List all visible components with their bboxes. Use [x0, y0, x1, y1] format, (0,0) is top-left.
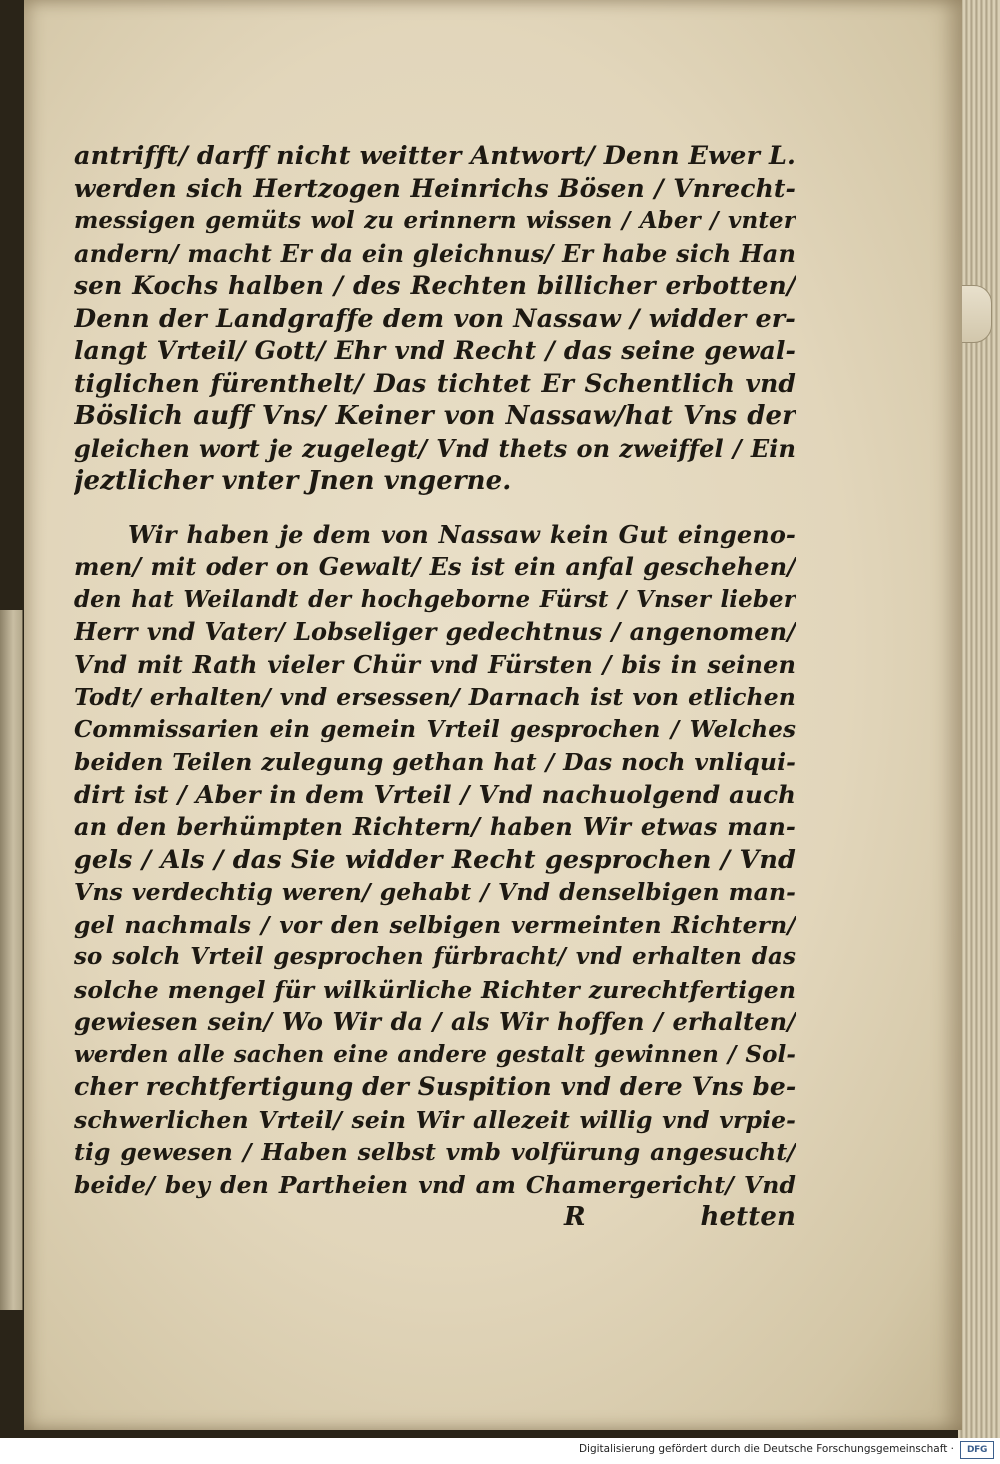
- page-foot-row: [74, 1201, 796, 1234]
- text-line: gleichen wort je zugelegt/ Vnd thets on zweiffel / Ein: [74, 433, 796, 463]
- text-line: Wir haben je dem von Nassaw kein Gut eingeno-: [128, 519, 796, 549]
- text-line: Denn der Landgraffe dem von Nassaw / widder er-: [74, 303, 796, 334]
- signature-mark: R: [564, 1202, 586, 1232]
- text-line: sen Kochs halben / des Rechten billicher erbotten/: [74, 271, 796, 300]
- text-line: cher rechtfertigung der Suspition vnd dere Vns be-: [74, 1072, 796, 1101]
- page-stack-edge: [958, 0, 1000, 1438]
- text-line: dirt ist / Aber in dem Vrteil / Vnd nachuolgend auch: [74, 779, 796, 809]
- text-line: Herr vnd Vater/ Lobseliger gedechtnus / angenomen/: [74, 617, 796, 646]
- paragraph-2: [74, 519, 796, 1202]
- book-page: [24, 0, 962, 1430]
- text-line: andern/ macht Er da ein gleichnus/ Er habe sich Han: [74, 238, 796, 268]
- text-line: beiden Teilen zulegung gethan hat / Das noch vnliqui-: [74, 748, 796, 776]
- text-line: werden sich Hertzogen Heinrichs Bösen / Vnrecht-: [74, 173, 796, 203]
- opposite-page-edge: [0, 610, 23, 1310]
- text-line: den hat Weilandt der hochgeborne Fürst / Vnser lieber: [74, 585, 796, 613]
- text-line: solche mengel für wilkürliche Richter zurechtfertigen: [74, 975, 796, 1004]
- text-line: messigen gemüts wol zu erinnern wissen / Aber / vnter: [74, 207, 796, 234]
- text-line: Commissarien ein gemein Vrteil gesprochen / Welches: [74, 715, 796, 743]
- text-line: so solch Vrteil gesprochen fürbracht/ vnd erhalten das: [74, 943, 796, 970]
- funding-credit: Digitalisierung gefördert durch die Deutsche Forschungsgemeinschaft ·: [578, 1443, 954, 1455]
- text-line: Vns verdechtig weren/ gehabt / Vnd denselbigen man-: [74, 878, 796, 906]
- text-line: an den berhümpten Richtern/ haben Wir etwas man-: [74, 812, 796, 841]
- catchword: hetten: [700, 1202, 796, 1232]
- text-line: werden alle sachen eine andere gestalt gewinnen / Sol-: [74, 1040, 796, 1068]
- text-line: schwerlichen Vrteil/ sein Wir allezeit willig vnd vrpie-: [74, 1105, 796, 1134]
- text-line: men/ mit oder on Gewalt/ Es ist ein anfal geschehen/: [74, 552, 796, 581]
- text-line: jeztlicher vnter Jnen vngerne.: [74, 466, 512, 496]
- text-line: tig gewesen / Haben selbst vmb volfürung angesucht/: [74, 1138, 796, 1166]
- text-line: gewiesen sein/ Wo Wir da / als Wir hoffen / erhalten/: [74, 1007, 796, 1036]
- text-line: antrifft/ darff nicht weitter Antwort/ Denn Ewer L.: [74, 141, 796, 171]
- digitization-footer: [0, 1438, 1000, 1464]
- page-text: [74, 140, 796, 1234]
- text-line: langt Vrteil/ Gott/ Ehr vnd Recht / das seine gewal-: [74, 336, 796, 365]
- text-line: gels / Als / das Sie widder Recht gesprochen / Vnd: [74, 844, 796, 875]
- text-line: Böslich auff Vns/ Keiner von Nassaw/hat Vns der: [74, 401, 796, 431]
- text-line: Todt/ erhalten/ vnd ersessen/ Darnach ist von etlichen: [74, 683, 796, 711]
- dfg-logo: DFG: [960, 1441, 994, 1459]
- text-line: tiglichen fürenthelt/ Das tichtet Er Schentlich vnd: [74, 368, 796, 398]
- text-line: Vnd mit Rath vieler Chür vnd Fürsten / bis in seinen: [74, 649, 796, 679]
- paragraph-gap: [74, 498, 796, 519]
- paragraph-1: [74, 140, 796, 498]
- text-line: beide/ bey den Partheien vnd am Chamergericht/ Vnd: [74, 1170, 796, 1199]
- text-line: gel nachmals / vor den selbigen vermeinten Richtern/: [74, 910, 796, 939]
